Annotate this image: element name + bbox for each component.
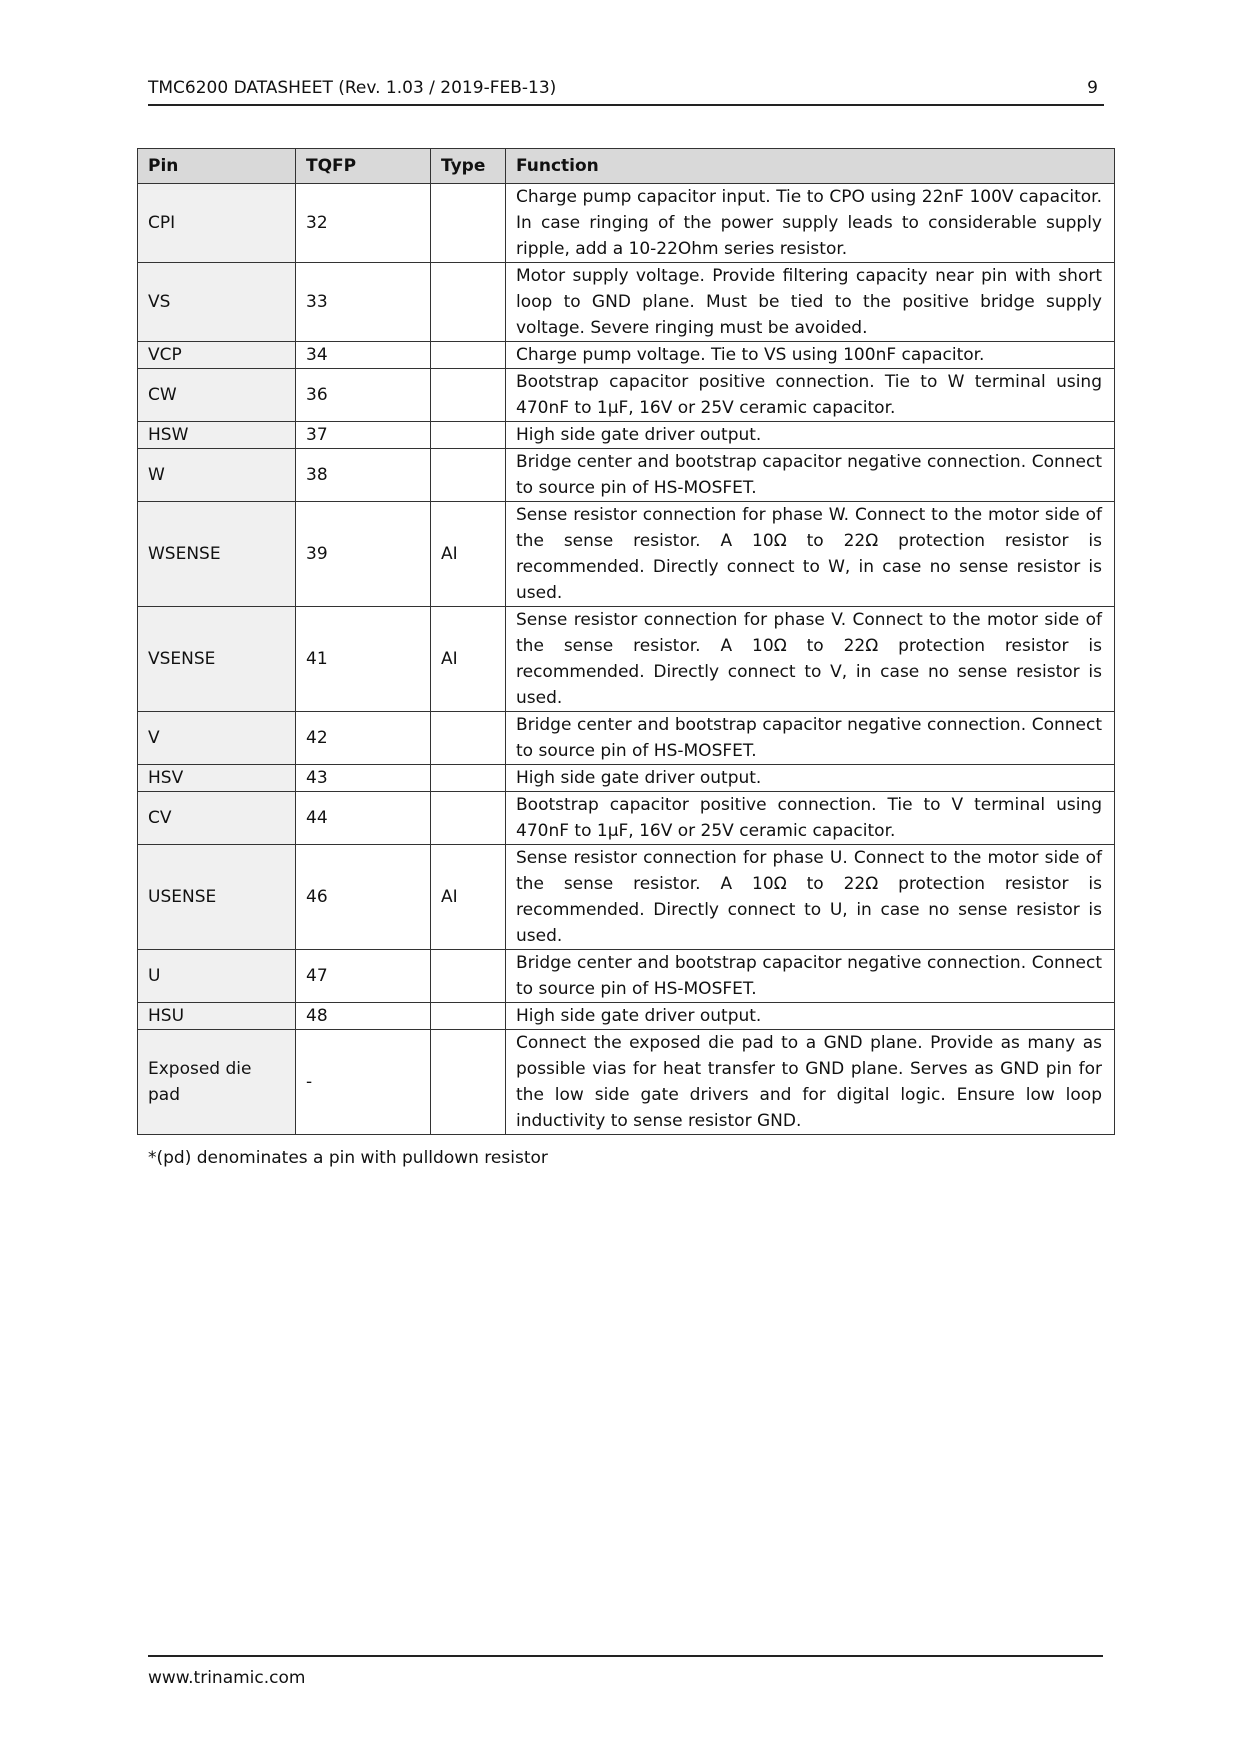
tqfp-cell: 47: [296, 950, 431, 1003]
function-cell: High side gate driver output.: [506, 1003, 1115, 1030]
function-cell: Sense resistor connection for phase U. Connect to the motor side of the sense resistor. A 10Ω to 22Ω protection resistor is recommended. Directly connect to U, in case no sense resistor is used.: [506, 845, 1115, 950]
footer-url: www.trinamic.com: [148, 1668, 306, 1688]
column-header-pin: Pin: [138, 149, 296, 184]
pin-cell: USENSE: [138, 845, 296, 950]
document-title: TMC6200 DATASHEET (Rev. 1.03 / 2019-FEB-13): [148, 78, 557, 98]
pin-cell: VSENSE: [138, 607, 296, 712]
function-cell: Connect the exposed die pad to a GND plane. Provide as many as possible vias for heat transfer to GND plane. Serves as GND pin for the low side gate drivers and for digital logic. Ensure low loop inductivity to sense resistor GND.: [506, 1030, 1115, 1135]
function-cell: Sense resistor connection for phase W. Connect to the motor side of the sense resistor. A 10Ω to 22Ω protection resistor is recommended. Directly connect to W, in case no sense resistor is used.: [506, 502, 1115, 607]
tqfp-cell: 48: [296, 1003, 431, 1030]
function-cell: Bridge center and bootstrap capacitor negative connection. Connect to source pin of HS-MOSFET.: [506, 449, 1115, 502]
table-row: [138, 792, 1115, 845]
tqfp-cell: 36: [296, 369, 431, 422]
pin-cell: V: [138, 712, 296, 765]
pin-cell: VS: [138, 263, 296, 342]
type-cell: [431, 184, 506, 263]
type-cell: [431, 765, 506, 792]
type-cell: [431, 369, 506, 422]
column-header-function: Function: [506, 149, 1115, 184]
table-row: [138, 607, 1115, 712]
tqfp-cell: 32: [296, 184, 431, 263]
column-header-tqfp: TQFP: [296, 149, 431, 184]
function-cell: Bridge center and bootstrap capacitor negative connection. Connect to source pin of HS-MOSFET.: [506, 712, 1115, 765]
type-cell: [431, 1030, 506, 1135]
pin-table: [137, 148, 1115, 1135]
page-header: [148, 78, 1104, 106]
table-body: [138, 184, 1115, 1135]
type-cell: [431, 422, 506, 449]
tqfp-cell: 42: [296, 712, 431, 765]
type-cell: [431, 342, 506, 369]
table-row: [138, 1003, 1115, 1030]
pin-cell: HSW: [138, 422, 296, 449]
function-cell: Motor supply voltage. Provide filtering capacity near pin with short loop to GND plane. Must be tied to the positive bridge supply voltage. Severe ringing must be avoided.: [506, 263, 1115, 342]
table-row: [138, 765, 1115, 792]
column-header-type: Type: [431, 149, 506, 184]
tqfp-cell: 46: [296, 845, 431, 950]
table-row: [138, 1030, 1115, 1135]
function-cell: Charge pump voltage. Tie to VS using 100nF capacitor.: [506, 342, 1115, 369]
tqfp-cell: 34: [296, 342, 431, 369]
tqfp-cell: 44: [296, 792, 431, 845]
pin-cell: CW: [138, 369, 296, 422]
table-row: [138, 712, 1115, 765]
type-cell: [431, 1003, 506, 1030]
type-cell: [431, 950, 506, 1003]
table-row: [138, 845, 1115, 950]
table-row: [138, 263, 1115, 342]
function-cell: High side gate driver output.: [506, 422, 1115, 449]
table-header-row: [138, 149, 1115, 184]
tqfp-cell: 37: [296, 422, 431, 449]
type-cell: [431, 712, 506, 765]
type-cell: AI: [431, 502, 506, 607]
table-row: [138, 342, 1115, 369]
function-cell: Bootstrap capacitor positive connection. Tie to W terminal using 470nF to 1µF, 16V or 25V ceramic capacitor.: [506, 369, 1115, 422]
pin-cell: HSV: [138, 765, 296, 792]
function-cell: High side gate driver output.: [506, 765, 1115, 792]
pin-cell: CPI: [138, 184, 296, 263]
table-row: [138, 369, 1115, 422]
table-row: [138, 502, 1115, 607]
pin-cell: VCP: [138, 342, 296, 369]
tqfp-cell: -: [296, 1030, 431, 1135]
table-row: [138, 449, 1115, 502]
footer-divider: [148, 1655, 1103, 1657]
tqfp-cell: 41: [296, 607, 431, 712]
function-cell: Bootstrap capacitor positive connection. Tie to V terminal using 470nF to 1µF, 16V or 25V ceramic capacitor.: [506, 792, 1115, 845]
pin-cell: U: [138, 950, 296, 1003]
tqfp-cell: 43: [296, 765, 431, 792]
function-cell: Charge pump capacitor input. Tie to CPO using 22nF 100V capacitor. In case ringing of the power supply leads to considerable supply ripple, add a 10-22Ohm series resistor.: [506, 184, 1115, 263]
type-cell: [431, 263, 506, 342]
pin-cell: Exposed die pad: [138, 1030, 296, 1135]
pin-cell: CV: [138, 792, 296, 845]
tqfp-cell: 38: [296, 449, 431, 502]
table-row: [138, 950, 1115, 1003]
type-cell: [431, 449, 506, 502]
table-row: [138, 184, 1115, 263]
type-cell: AI: [431, 607, 506, 712]
function-cell: Bridge center and bootstrap capacitor negative connection. Connect to source pin of HS-MOSFET.: [506, 950, 1115, 1003]
type-cell: [431, 792, 506, 845]
type-cell: AI: [431, 845, 506, 950]
page-number: 9: [1087, 78, 1098, 98]
table-row: [138, 422, 1115, 449]
pin-cell: WSENSE: [138, 502, 296, 607]
pin-cell: W: [138, 449, 296, 502]
tqfp-cell: 33: [296, 263, 431, 342]
tqfp-cell: 39: [296, 502, 431, 607]
footnote: *(pd) denominates a pin with pulldown resistor: [148, 1148, 548, 1168]
function-cell: Sense resistor connection for phase V. Connect to the motor side of the sense resistor. A 10Ω to 22Ω protection resistor is recommended. Directly connect to V, in case no sense resistor is used.: [506, 607, 1115, 712]
pin-cell: HSU: [138, 1003, 296, 1030]
